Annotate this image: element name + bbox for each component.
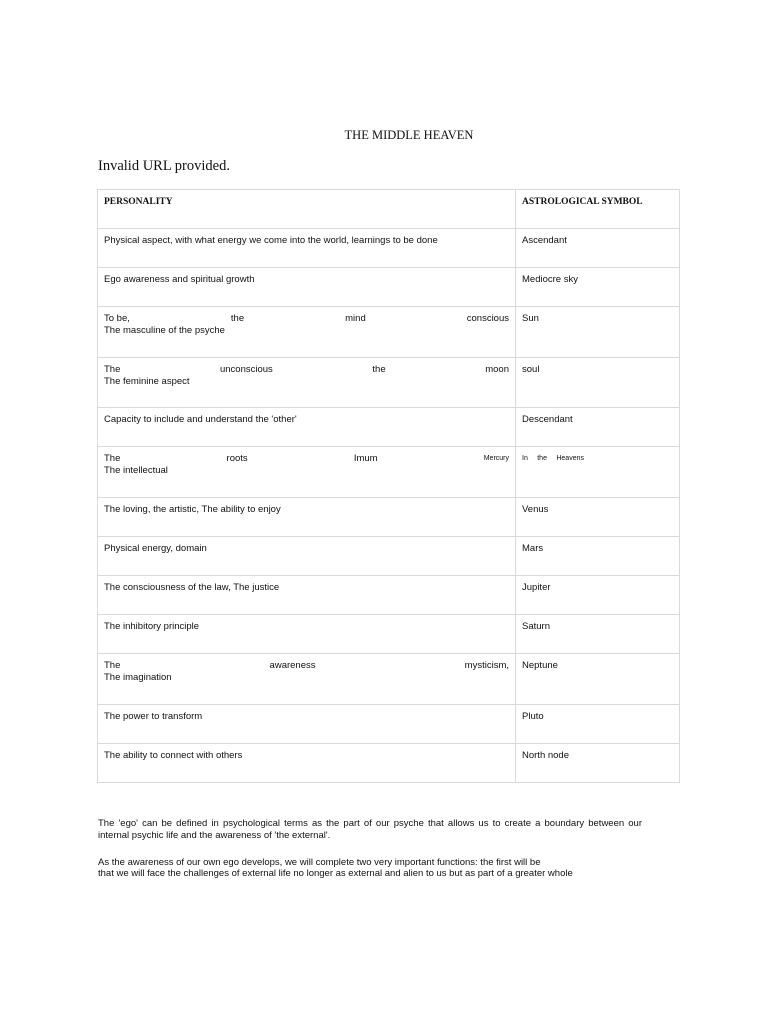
symbol-cell: Ascendant [516, 229, 680, 268]
symbol-cell: Sun [516, 307, 680, 358]
word: awareness [269, 660, 316, 671]
word: Heavens [556, 455, 584, 462]
word: the [230, 313, 245, 324]
header-symbol: ASTROLOGICAL SYMBOL [516, 190, 680, 229]
personality-cell: The ability to connect with others [98, 744, 516, 783]
word: the [372, 364, 386, 375]
symbol-cell: Saturn [516, 615, 680, 654]
error-message: Invalid URL provided. [98, 158, 230, 174]
personality-cell: Physical aspect, with what energy we come into the world, learnings to be done [98, 229, 516, 268]
personality-cell: The inhibitory principle [98, 615, 516, 654]
symbol-cell: Venus [516, 498, 680, 537]
personality-cell: Ego awareness and spiritual growth [98, 268, 516, 307]
table-row [98, 705, 680, 744]
personality-cell: Physical energy, domain [98, 537, 516, 576]
personality-line-2: The masculine of the psyche [104, 325, 225, 336]
table-row [98, 447, 680, 498]
symbol-cell: Descendant [516, 408, 680, 447]
personality-line-1 [104, 313, 509, 325]
personality-line-2: The intellectual [104, 465, 168, 476]
word: The [104, 660, 121, 671]
table-row [98, 576, 680, 615]
body-paragraph: The 'ego' can be defined in psychological terms as the part of our psyche that allows us to create a boundary between our internal psychic life and the awareness of 'the external'. [98, 818, 642, 841]
personality-cell [98, 654, 516, 705]
word: roots [226, 453, 248, 464]
personality-cell: The consciousness of the law, The justice [98, 576, 516, 615]
table-row [98, 307, 680, 358]
symbol-cell: Mars [516, 537, 680, 576]
word: conscious [466, 313, 509, 324]
table-row [98, 615, 680, 654]
table-row [98, 537, 680, 576]
symbol-cell [516, 447, 680, 498]
table-row [98, 498, 680, 537]
table-row [98, 268, 680, 307]
personality-cell [98, 307, 516, 358]
word: The [104, 364, 121, 375]
word: moon [485, 364, 509, 375]
personality-cell: The loving, the artistic, The ability to enjoy [98, 498, 516, 537]
table-row [98, 408, 680, 447]
symbol-line [522, 453, 584, 465]
table-row [98, 358, 680, 408]
word: To be, [104, 313, 130, 324]
word: In [522, 455, 528, 462]
personality-line-1 [104, 453, 509, 465]
header-personality: PERSONALITY [98, 190, 516, 229]
symbol-cell: soul [516, 358, 680, 408]
personality-cell: Capacity to include and understand the 'other' [98, 408, 516, 447]
table-row [98, 654, 680, 705]
word: mysticism, [464, 660, 509, 671]
table-header-row [98, 190, 680, 229]
body-paragraph: that we will face the challenges of external life no longer as external and alien to us but as part of a greater whole [98, 868, 573, 879]
personality-line-1 [104, 364, 509, 376]
personality-cell [98, 358, 516, 408]
personality-line-2: The imagination [104, 672, 172, 683]
word: unconscious [219, 364, 273, 375]
word: Mercury [483, 455, 509, 462]
personality-cell: The power to transform [98, 705, 516, 744]
symbol-cell: Pluto [516, 705, 680, 744]
word: Imum [353, 453, 378, 464]
personality-line-2: The feminine aspect [104, 376, 190, 387]
document-title: THE MIDDLE HEAVEN [344, 128, 474, 142]
table-row [98, 229, 680, 268]
word: mind [345, 313, 366, 324]
personality-line-1 [104, 660, 509, 672]
word: the [537, 455, 547, 462]
table-row [98, 744, 680, 783]
symbol-cell: Neptune [516, 654, 680, 705]
word: The [104, 453, 121, 464]
symbol-cell: North node [516, 744, 680, 783]
personality-cell [98, 447, 516, 498]
body-paragraph: As the awareness of our own ego develops, we will complete two very important functions: the first will be [98, 857, 541, 868]
symbol-cell: Jupiter [516, 576, 680, 615]
personality-symbol-table [97, 189, 680, 783]
symbol-cell: Mediocre sky [516, 268, 680, 307]
